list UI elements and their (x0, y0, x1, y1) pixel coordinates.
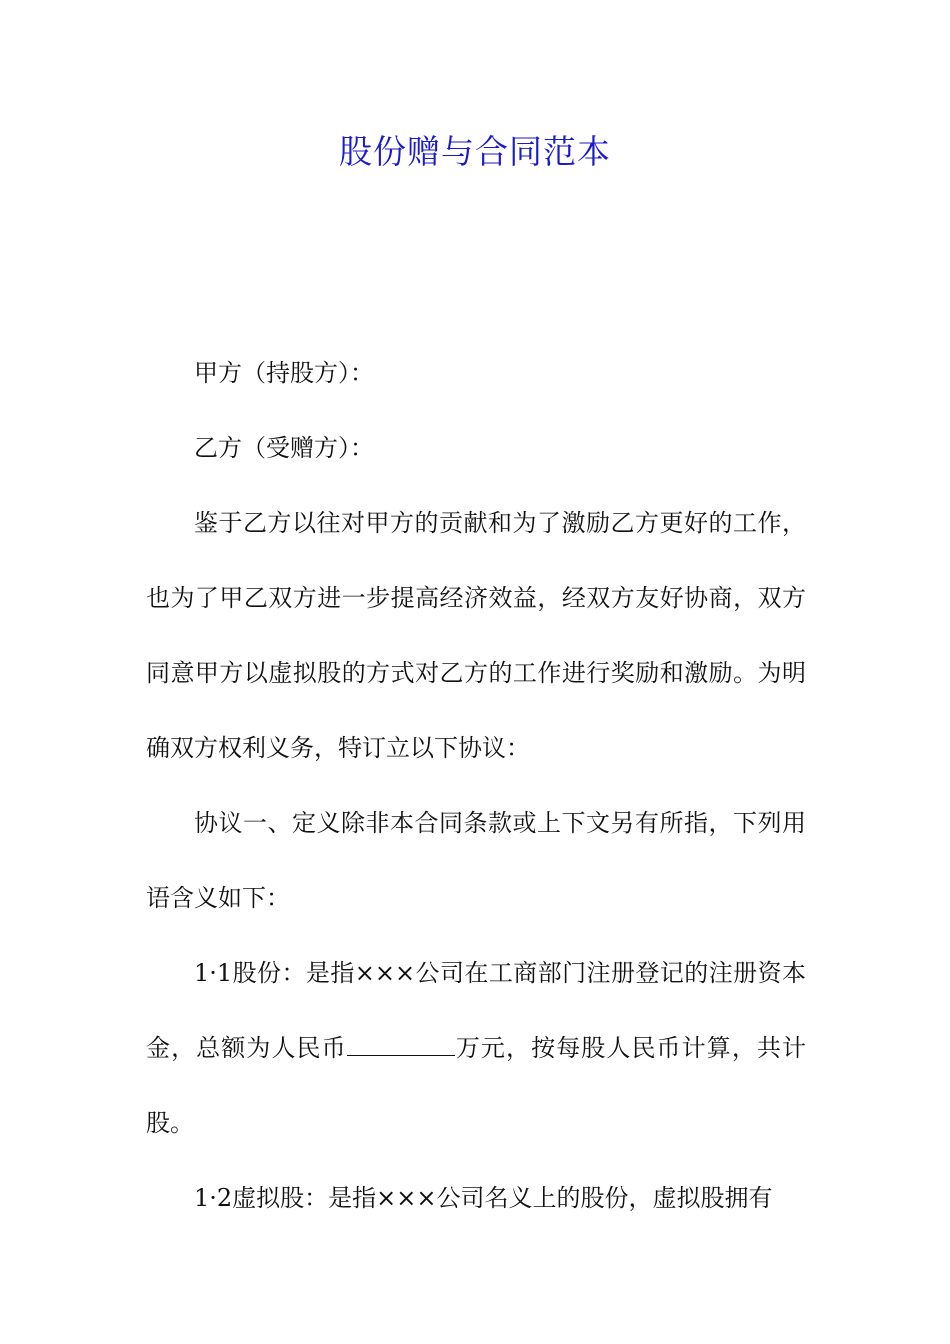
document-title: 股份赠与合同范本 (339, 132, 611, 171)
document-body (146, 336, 806, 1236)
fill-in-blank (347, 1035, 455, 1056)
preamble-paragraph: 鉴于乙方以往对甲方的贡献和为了激励乙方更好的工作，也为了甲乙双方进一步提高经济效益，经双方友好协商，双方同意甲方以虚拟股的方式对乙方的工作进行奖励和激励。为明确双方权利义务，特订立以下协议： (146, 509, 806, 762)
clause-1-1 (146, 936, 806, 1161)
clause-1-1-text-before: 1·1股份：是指×××公司在工商部门注册登记的注册资本金，总额为人民币 (146, 959, 806, 1062)
party-a-line: 甲方（持股方）： (194, 359, 374, 387)
agreement-one-definition: 协议一、定义除非本合同条款或上下文另有所指，下列用语含义如下： (146, 809, 806, 912)
party-b-line: 乙方（受赠方）： (194, 434, 374, 462)
clause-1-2: 1·2虚拟股：是指×××公司名义上的股份，虚拟股拥有 (194, 1184, 773, 1212)
clause-1-1-text-after: 万元，按每股人民币计算，共计股。 (146, 1034, 807, 1137)
